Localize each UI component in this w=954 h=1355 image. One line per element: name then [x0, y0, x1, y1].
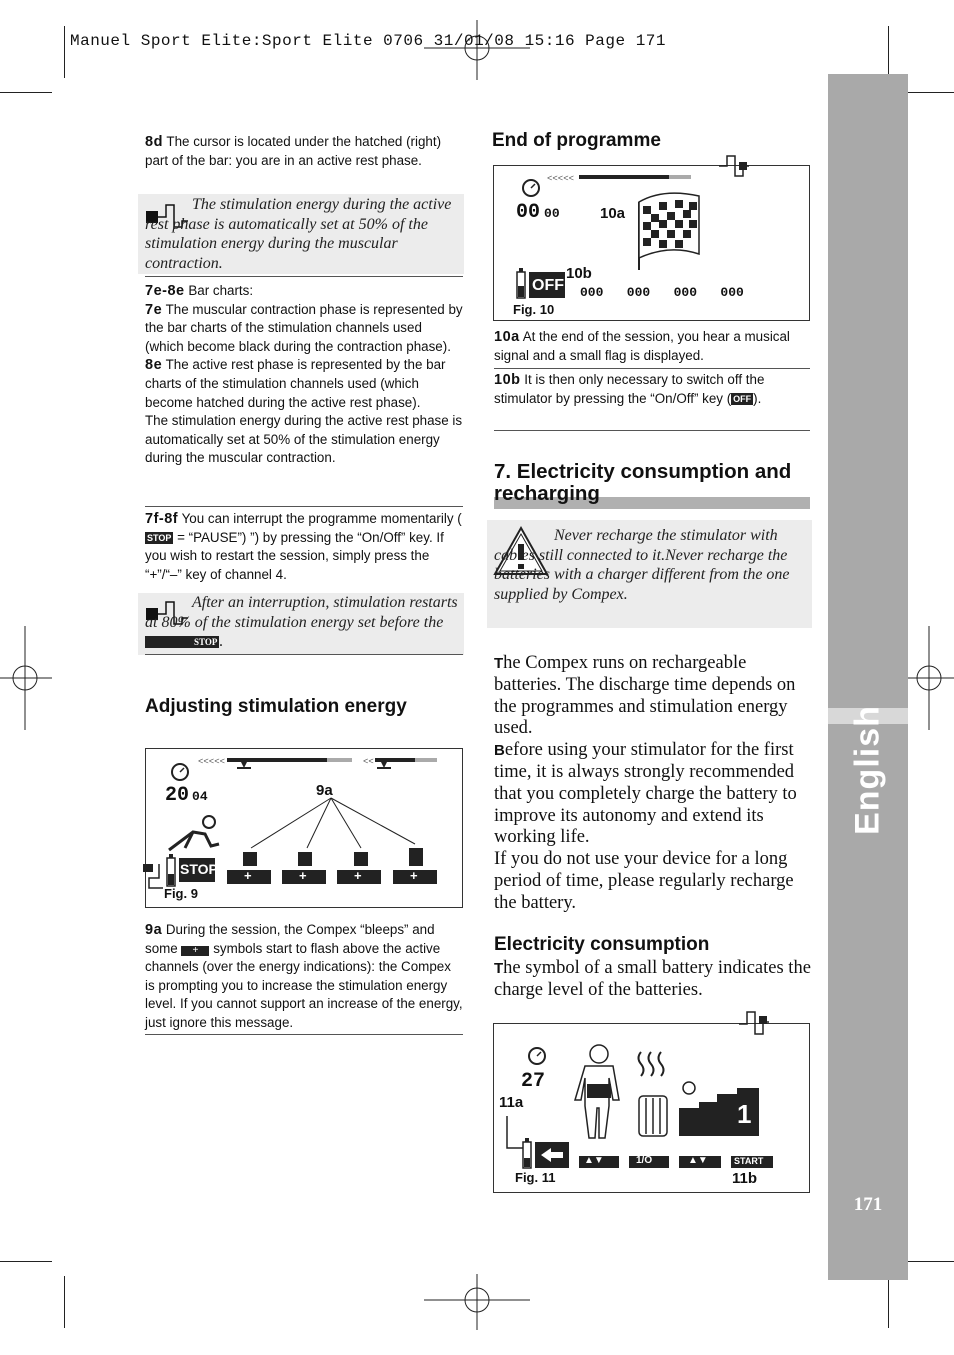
fig11-button-arrows-1: ▲▼ [584, 1155, 604, 1166]
divider [145, 654, 463, 655]
divider [145, 1034, 463, 1035]
callout-9a: 9a [316, 782, 333, 799]
note-restart-text: After an interruption, stimulation restarts at 80% of the stimulation energy set before the STOP . [145, 594, 458, 650]
stop-icon: STOP [145, 636, 219, 648]
paragraph-7f-8f: 7f-8f You can interrupt the programme momentarily (STOP = “PAUSE”) ”) by pressing the “On/Off” key. If you wish to restart the session, simply press the “+”/“–” key of channel 4. [145, 511, 462, 582]
paragraph-10a: 10a At the end of the session, you hear a musical signal and a small flag is displayed. [494, 329, 790, 363]
crop-mark [902, 1261, 954, 1262]
crop-mark [902, 92, 954, 93]
figure-10-label: Fig. 10 [513, 302, 555, 317]
fig10-time: 00 00 [516, 201, 560, 224]
figure-11-label: Fig. 11 [515, 1170, 556, 1185]
fig9-time: 20 04 [165, 784, 208, 807]
note-active-rest-text: The stimulation energy during the active rest phase is automatically set at 50% of the stimulation energy during the muscular contraction. [145, 196, 452, 272]
fig9-stop-label: STOP [180, 861, 218, 877]
callout-11b: 11b [732, 1170, 758, 1187]
heading-electricity-consumption: Electricity consumption [494, 934, 710, 955]
crop-mark [888, 1276, 889, 1328]
print-slug: Manuel Sport Elite:Sport Elite 0706 31/01/08 15:16 Page 171 [70, 32, 666, 50]
registration-mark-top [424, 20, 530, 80]
figure-11-graphics [493, 1008, 811, 1194]
svg-text:<<: << [363, 757, 374, 767]
figure-9-graphics [135, 748, 465, 908]
crop-mark [0, 1261, 52, 1262]
fig9-plus-1: + [244, 868, 252, 883]
svg-text:<<<<<: <<<<< [198, 757, 226, 767]
divider [494, 430, 810, 431]
heading-adjusting-energy: Adjusting stimulation energy [145, 696, 407, 717]
crop-mark [0, 92, 52, 93]
page-number: 171 [853, 1194, 883, 1215]
off-icon: OFF [733, 393, 752, 404]
fig11-level: 1 [737, 1099, 752, 1129]
fig10-channel-dots: 000 000 000 000 [580, 285, 744, 300]
body-battery-symbol: The symbol of a small battery indicates the charge level of the batteries. [494, 958, 811, 1000]
fig11-time: 27 [521, 1070, 546, 1093]
fig9-plus-2: + [299, 868, 307, 883]
divider [494, 368, 810, 369]
stop-icon: STOP [147, 532, 172, 543]
warning-text: Never recharge the stimulator with cables still connected to it.Never recharge the batteries with a charger different from the one supplied by Compex. [494, 527, 790, 603]
registration-mark-right [902, 626, 954, 730]
registration-mark-left [0, 626, 52, 730]
heading-section-7: 7. Electricity consumption and recharging [494, 460, 792, 505]
fig11-button-onoff: 1/O [636, 1155, 653, 1166]
checkered-flag-icon [639, 193, 699, 270]
paragraph-9a: 9a During the session, the Compex “bleeps” and some + symbols start to flash above the active channels (over the energy indications): the Compex is prompting you to increase the stimulation energy level. If you cannot support an increase of the energy, just ignore this message. [145, 922, 463, 1030]
registration-mark-bottom [424, 1274, 530, 1330]
language-tab [828, 705, 908, 835]
divider [145, 276, 463, 277]
heading-end-of-programme: End of programme [492, 130, 661, 151]
language-label: English [848, 705, 887, 835]
callout-10a: 10a [600, 205, 626, 222]
crop-mark [888, 26, 889, 78]
paragraph-bar-charts: 7e-8e Bar charts: 7e The muscular contraction phase is represented by the bar charts of the stimulation channels used (which become black during the contraction phase). 8e The active rest phase is represented by the bar charts of the stimulation channels used (which become hatched during the active rest phase). The stimulation energy during the active rest phase is automatically set at 50% of the stimulation energy during the muscular contraction. [145, 283, 463, 466]
fig11-button-arrows-2: ▲▼ [688, 1155, 708, 1166]
svg-text:<<<<<: <<<<< [547, 174, 575, 184]
paragraph-10b: 10b It is then only necessary to switch off the stimulator by pressing the “On/Off” key ( OFF ). [494, 372, 765, 406]
language-sidebar [828, 74, 908, 1280]
callout-10b: 10b [566, 265, 592, 282]
divider [145, 506, 463, 507]
body-batteries: The Compex runs on rechargeable batteries. The discharge time depends on the programmes and stimulation energy used. Before using your stimulator for the first time, it is always strongly recommended that you completely charge the battery to improve its autonomy and extend its working life. If you do not use your device for a long period of time, please regularly recharge the battery. [494, 653, 797, 913]
plus-icon: + [181, 946, 209, 956]
fig9-plus-4: + [410, 868, 418, 883]
fig11-button-start: START [734, 1156, 764, 1166]
crop-mark [64, 1276, 65, 1328]
fig9-plus-3: + [354, 868, 362, 883]
callout-11a: 11a [499, 1094, 524, 1111]
fig10-off-label: OFF [532, 277, 564, 294]
paragraph-8d: 8d The cursor is located under the hatched (right) part of the bar: you are in an active rest phase. [145, 134, 442, 168]
figure-9-label: Fig. 9 [164, 886, 198, 901]
crop-mark [64, 26, 65, 78]
